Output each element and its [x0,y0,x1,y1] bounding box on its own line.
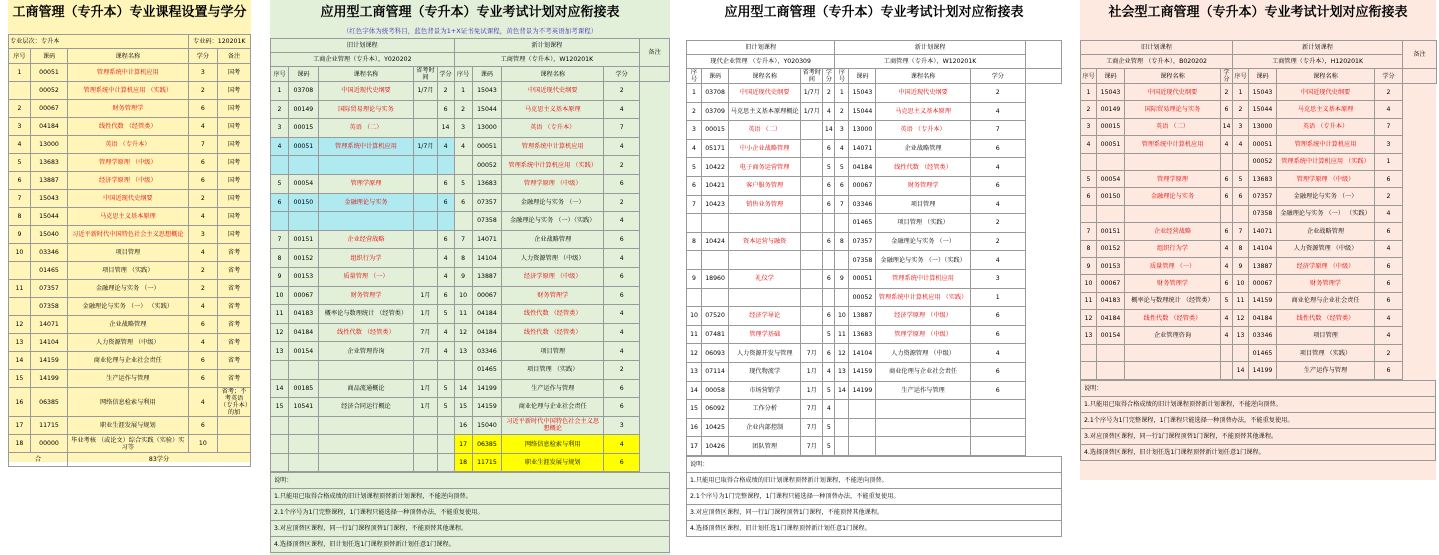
new-plan-header: 新计划课程 [454,39,640,53]
table-row: 17 11715 职业生涯发展与规划 6 [9,417,251,435]
table-row: 1 03708 中国近现代史纲要 1/7月 2 1 15043 中国近现代史纲要 2 [687,84,1062,103]
table-row: 13 14104 人力资源管理 （中级） 4 省考 [9,334,251,352]
table-row: 00052 管理系统中计算机应用 （实践） 2 [271,156,670,175]
note-line: 1.只能用已取得合格成绩的旧计划课程顶替新计划课程，不能逆向顶替。 [1081,396,1436,412]
table-row: 4 00051 管理系统中计算机应用 1/7月 4 4 00051 管理系统中计算机应用 4 [271,137,670,156]
table-row: 7 00151 企业经营战略 6 7 14071 企业战略管理 6 [1081,223,1437,240]
table-row: 8 15044 马克思主义基本原理 4 国考 [9,208,251,226]
table-row: 2 00149 国际贸易理论与实务 6 2 15044 马克思主义基本原理 4 [1081,101,1437,118]
table-row: 15 06092 工作分析 7月 4 [687,400,1062,419]
legend-note: （红色字体为统考科目，蓝色背景为1+X证书免试课程，黄色背景为不考英语加考课程） [342,27,598,35]
table-row: 16 10425 企业内部控制 7月 5 [687,418,1062,437]
table-row: 3 00015 英语 （二） 14 3 13000 英语 （专升本） 7 [271,119,670,138]
table-row: 12 04184 线性代数 （经管类） 7月 4 12 04184 线性代数 （经管类） 4 [271,323,670,342]
table-row: 4 00051 管理系统中计算机应用 4 4 00051 管理系统中计算机应用 3 [1081,136,1437,153]
table-row: 10 00067 财务管理学 6 10 00067 财务管理学 6 [1081,275,1437,292]
table-row: 17 06385 网络信息检索与利用 4 [271,435,670,454]
panel-applied-y020309: 应用型工商管理（专升本）专业考试计划对应衔接表 旧计划课程 新计划课程 现代企业管理 （专升本），Y020309 工商管理（专升本），W120201K 序号 课码 课程名称 省考时间 学分 序号 课码 课程名称 学分 1 03708 中国近现代史纲要 1/7月 2 1 15043 中国近现代史纲要 2 2 03709 马克思主义基本原理概论 1/7月 4 2 15044 马克思主义基本原理 4 3 00015 英语 （二） 14 3 13000 英语 （专升本） 7 4 05171 中小企业战略管理 6 4 14071 企业战略管理 6 5 10422 电子商务运营管理 5 5 04184 线性代数 （经管类） 4 6 10421 客户服务管理 6 6 00067 财务管理学 6 7 10423 销售业务管理 6 7 03346 项目管理 4 01465 项目管理 （实践） 2 8 10424 资本运营与融资 6 8 07357 金融理论与实务 （一） 2 07358 金融理论与实务 （一）（实践） 4 9 18960 礼仪学 6 9 00051 管理系统中计算机应用 3 00052 管理系统中计算机应用 （实践） 1 10 07520 经济学导论 6 10 13887 经济学原理 （中级） 6 11 07481 管理学基础 5 11 13683 管理学原理 （中级） 6 12 06093 人力资源开发与管理 7月 6 12 14104 人力资源管理 （中级） 4 13 07114 现代物流学 1月 4 13 14159 商业伦理与企业社会责任 6 14 00058 市场营销学 1月 5 14 14199 生产运作与管理 6 15 06092 工作分析 7月 4 16 10425 企业内部控制 7月 5 17 10426 团队管理 7月 5 说明： 1.只能用已取得合格成绩的旧计划课程顶替新计划课程，不能逆向顶替。 2.1个序号为1门完整课程，1门课程只能选择一种顶替办法，不能重复使用。 3.对应顶替区课程，同一行1门课程顶替1门课程，不能顶替其他课程。 4.选择顶替区课程，旧计划任选1门课程顶替新计划任意1门课程。 [686,0,1062,555]
table-row: 5 10422 电子商务运营管理 5 5 04184 线性代数 （经管类） 4 [687,158,1062,177]
table-row: 1 03708 中国近现代史纲要 1/7月 2 1 15043 中国近现代史纲要 2 [271,82,670,101]
table-row: 2 03709 马克思主义基本原理概论 1/7月 4 2 15044 马克思主义基本原理 4 [687,102,1062,121]
table-row: 14 00058 市场营销学 1月 5 14 14199 生产运作与管理 6 [687,381,1062,400]
table-row: 00052 管理系统中计算机应用 （实践） 1 [1081,153,1437,170]
table-row: 6 00150 金融理论与实务 6 6 07357 金融理论与实务 （一） 2 [1081,188,1437,205]
table-row: 2 00149 国际贸易理论与实务 6 2 15044 马克思主义基本原理 4 [271,100,670,119]
table-row: 12 14071 企业战略管理 6 省考 [9,316,251,334]
table-row: 1 00051 管理系统中计算机应用 3 国考 [9,64,251,82]
panel-social-b020202: 社会型工商管理（专升本）专业考试计划对应衔接表 旧计划课程 新计划课程 备注 工商企业管理 （专升本），B020202 工商管理（专升本），H120201K 序号 课码 课程名称 学分 序号 课码 课程名称 学分 1 15043 中国近现代史纲要 2 1 15043 中国近现代史纲要 2 2 00149 国际贸易理论与实务 6 2 15044 马克思主义基本原理 4 3 00015 英语 （二） 14 3 13000 英语 （专升本） 7 4 00051 管理系统中计算机应用 4 4 00051 管理系统中计算机应用 3 00052 管理系统中计算机应用 （实践） 1 5 00054 管理学原理 6 5 13683 管理学原理 （中级） 6 6 00150 金融理论与实务 6 6 07357 金融理论与实务 （一） 2 07358 金融理论与实务 （一） （实践） 4 7 00151 企业经营战略 6 7 14071 企业战略管理 6 8 00152 组织行为学 4 8 14104 人力资源管理 （中级） 4 9 00153 质量管理 （一） 4 9 13887 经济学原理 （中级） 6 10 00067 财务管理学 6 10 00067 财务管理学 6 11 04183 概率论与数理统计 （经管类） 5 11 14159 商业伦理与企业社会责任 6 12 04184 线性代数 （经管类） 4 12 04184 线性代数 （经管类） 4 13 00154 企业管理咨询 4 13 03346 项目管理 4 01465 项目管理 （实践） 2 14 14199 生产运作与管理 6 说明： 1.只能用已取得合格成绩的旧计划课程顶替新计划课程，不能逆向顶替。 2.1个序号为1门完整课程，1门课程只能选择一种顶替办法，不能重复使用。 3.对应顶替区课程，同一行1门课程顶替1门课程，不能顶替其他课程。 4.选择顶替区课程，旧计划任选1门课程顶替新计划任意1门课程。 [1080,0,1436,480]
major-code: 专业码：120201K [188,35,250,49]
table-row: 00052 管理系统中计算机应用 （实践） 2 国考 [9,82,251,100]
major-level: 专业层次：专升本 [9,35,189,49]
note-line: 3.对应顶替区课程，同一行1门课程顶替1门课程，不能顶替其他课程。 [271,521,670,537]
table-row: 7 00151 企业经营战略 6 7 14071 企业战略管理 6 [271,230,670,249]
table-row: 12 06093 人力资源开发与管理 7月 6 12 14104 人力资源管理 （中级） 4 [687,344,1062,363]
table-row: 4 13000 英语 （专升本） 7 国考 [9,136,251,154]
table-row: 9 00153 质量管理 （一） 4 9 13887 经济学原理 （中级） 6 [1081,257,1437,274]
old-plan-header: 旧计划课程 [271,39,455,53]
panel-title: 应用型工商管理（专升本）专业考试计划对应衔接表 [724,5,1024,20]
table-row: 5 00054 管理学原理 6 5 13683 管理学原理 （中级） 6 [1081,170,1437,187]
note-line: 1.只能用已取得合格成绩的旧计划课程顶替新计划课程，不能逆向顶替。 [271,489,670,505]
table-row: 10 03346 项目管理 4 省考 [9,244,251,262]
table-row: 11 07357 金融理论与实务 （一） 2 省考 [9,280,251,298]
note-line: 说明： [687,456,1062,472]
remark-header: 备注 [640,39,670,67]
table-row: 1 15043 中国近现代史纲要 2 1 15043 中国近现代史纲要 2 [1081,84,1437,101]
table-row: 10 07520 经济学导论 6 10 13887 经济学原理 （中级） 6 [687,307,1062,326]
table-row: 16 06385 网络信息检索与利用 4 省考；不考英语（专升本）的加 [9,388,251,417]
table-row: 01465 项目管理 （实践） 2 [687,214,1062,233]
table-row: 13 00154 企业管理咨询 4 13 03346 项目管理 4 [1081,327,1437,344]
table-row: 14 14199 生产运作与管理 6 [1081,362,1437,379]
table-row: 8 00152 组织行为学 4 8 14104 人力资源管理 （中级） 4 [271,249,670,268]
table-row: 17 10426 团队管理 7月 5 [687,437,1062,456]
note-line: 2.1个序号为1门完整课程，1门课程只能选择一种顶替办法，不能重复使用。 [1081,412,1436,428]
table-row: 16 15040 习近平新时代中国特色社会主义思想概论 3 [271,416,670,435]
note-line: 2.1个序号为1门完整课程，1门课程只能选择一种顶替办法，不能重复使用。 [687,488,1062,504]
table-row: 8 00152 组织行为学 4 8 14104 人力资源管理 （中级） 4 [1081,240,1437,257]
note-line: 4.选择顶替区课程，旧计划任选1门课程顶替新计划任意1门课程。 [687,520,1062,536]
table-row: 10 00067 财务管理学 1月 6 10 00067 财务管理学 6 [271,286,670,305]
panel-title: 工商管理（专升本）专业课程设置与学分 [12,5,247,20]
table-row: 3 00015 英语 （二） 14 3 13000 英语 （专升本） 7 [1081,118,1437,135]
table-row: 2 00067 财务管理学 6 国考 [9,100,251,118]
total-row: 合 83学分 [9,453,251,467]
table-row: 6 00150 金融理论与实务 6 6 07357 金融理论与实务 （一） 2 [271,193,670,212]
table-row: 9 15040 习近平新时代中国特色社会主义思想概论 3 国考 [9,226,251,244]
table-header: 序号 课码 课程名称 省考时间 学分 序号 课码 课程名称 学分 [271,67,670,82]
table-row: 11 04183 概率论与数理统计 （经管类） 5 11 14159 商业伦理与企业社会责任 6 [1081,292,1437,309]
note-line: 1.只能用已取得合格成绩的旧计划课程顶替新计划课程，不能逆向顶替。 [687,472,1062,488]
table-row: 6 13887 经济学原理 （中级） 6 国考 [9,172,251,190]
table-row: 14 14159 商业伦理与企业社会责任 6 省考 [9,352,251,370]
note-line: 2.1个序号为1门完整课程，1门课程只能选择一种顶替办法，不能重复使用。 [271,505,670,521]
table-row: 13 07114 现代物流学 1月 4 13 14159 商业伦理与企业社会责任 6 [687,362,1062,381]
table-row: 01465 项目管理 （实践） 2 省考 [9,262,251,280]
table-row: 7 15043 中国近现代史纲要 2 国考 [9,190,251,208]
table-row: 7 10423 销售业务管理 6 7 03346 项目管理 4 [687,195,1062,214]
table-row: 15 14199 生产运作与管理 6 省考 [9,370,251,388]
note-line: 说明： [1081,380,1436,396]
table-row: 01465 项目管理 （实践） 2 [1081,344,1437,361]
note-line: 4.选择顶替区课程，旧计划任选1门课程顶替新计划任意1门课程。 [1081,444,1436,460]
table-row: 11 04183 概率论与数理统计 （经管类） 1月 5 11 04184 线性代数 （经管类） 4 [271,305,670,324]
note-line: 3.对应顶替区课程，同一行1门课程顶替1门课程，不能顶替其他课程。 [687,504,1062,520]
table-row: 14 00185 商品流通概论 1月 5 14 14199 生产运作与管理 6 [271,379,670,398]
table-row: 11 07481 管理学基础 5 11 13683 管理学原理 （中级） 6 [687,325,1062,344]
table-row: 5 00054 管理学原理 6 5 13683 管理学原理 （中级） 6 [271,174,670,193]
table-header: 序号 课码 课程名称 省考时间 学分 序号 课码 课程名称 学分 [687,69,1062,84]
table-row: 12 04184 线性代数 （经管类） 4 12 04184 线性代数 （经管类） 4 [1081,310,1437,327]
table-row: 07358 金融理论与实务 （一）（实践） 4 [687,251,1062,270]
table-header: 序号 课码 课程名称 学分 备注 [9,49,251,64]
table-row: 6 10421 客户服务管理 6 6 00067 财务管理学 6 [687,176,1062,195]
note-line: 3.对应顶替区课程，同一行1门课程顶替1门课程，不能顶替其他课程。 [1081,428,1436,444]
table-row: 4 05171 中小企业战略管理 6 4 14071 企业战略管理 6 [687,139,1062,158]
table-row: 9 00153 质量管理 （一） 4 9 13887 经济学原理 （中级） 6 [271,267,670,286]
table-row: 3 04184 线性代数 （经管类） 4 国考 [9,118,251,136]
table-row: 01465 项目管理 （实践） 2 [271,360,670,379]
panel-course-settings [8,0,251,462]
note-line: 4.选择顶替区课程，旧计划任选1门课程顶替新计划任意1门课程。 [271,537,670,553]
table-row: 07358 金融理论与实务 （一） （实践） 4 省考 [9,298,251,316]
table-row: 8 10424 资本运营与融资 6 8 07357 金融理论与实务 （一） 2 [687,232,1062,251]
panel-applied-y020202: 应用型工商管理（专升本）专业考试计划对应衔接表 （红色字体为统考科目，蓝色背景为1+X证书免试课程，黄色背景为不考英语加考课程） 旧计划课程 新计划课程 备注 工商企业管理（专升本），Y020202 工商管理（专升本），W120201K 序号 课码 课程名称 省考时间 学分 序号 课码 课程名称 学分 1 03708 中国近现代史纲要 1/7月 2 1 15043 中国近现代史纲要 2 2 00149 国际贸易理论与实务 6 2 15044 马克思主义基本原理 4 3 00015 英语 （二） 14 3 13000 英语 （专升本） 7 4 00051 管理系统中计算机应用 1/7月 4 4 00051 管理系统中计算机应用 4 00052 管理系统中计算机应用 （实践） 2 5 00054 管理学原理 6 5 13683 管理学原理 （中级） 6 6 00150 金融理论与实务 6 6 07357 金融理论与实务 （一） 2 07358 金融理论与实务 （一）（实践） 4 7 00151 企业经营战略 6 7 14071 企业战略管理 6 8 00152 组织行为学 4 8 14104 人力资源管理 （中级） 4 9 00153 质量管理 （一） 4 9 13887 经济学原理 （中级） 6 10 00067 财务管理学 1月 6 10 00067 财务管理学 6 11 04183 概率论与数理统计 （经管类） 1月 5 11 04184 线性代数 （经管类） 4 12 04184 线性代数 （经管类） 7月 4 12 04184 线性代数 （经管类） 4 13 00154 企业管理咨询 7月 4 13 03346 项目管理 4 01465 项目管理 （实践） 2 14 00185 商品流通概论 1月 5 14 14199 生产运作与管理 6 15 10541 经济合同运行概论 1月 5 15 14159 商业伦理与企业社会责任 6 16 15040 习近平新时代中国特色社会主义思想概论 3 17 06385 网络信息检索与利用 4 18 11715 职业生涯发展与规划 6 说明： 1.只能用已取得合格成绩的旧计划课程顶替新计划课程，不能逆向顶替。 2.1个序号为1门完整课程，1门课程只能选择一种顶替办法，不能重复使用。 3.对应顶替区课程，同一行1门课程顶替1门课程，不能顶替其他课程。 4.选择顶替区课程，旧计划任选1门课程顶替新计划任意1门课程。 [270,0,670,555]
note-line: 说明： [271,473,670,489]
table-row: 07358 金融理论与实务 （一）（实践） 4 [271,212,670,231]
table-row: 15 10541 经济合同运行概论 1月 5 15 14159 商业伦理与企业社会责任 6 [271,398,670,417]
table-header: 序号 课码 课程名称 学分 序号 课码 课程名称 学分 [1081,69,1437,84]
table-row: 9 18960 礼仪学 6 9 00051 管理系统中计算机应用 3 [687,269,1062,288]
panel-title: 社会型工商管理（专升本）专业考试计划对应衔接表 [1108,5,1408,20]
table-row: 13 00154 企业管理咨询 7月 4 13 03346 项目管理 4 [271,342,670,361]
table-row: 00052 管理系统中计算机应用 （实践） 1 [687,288,1062,307]
table-row: 18 11715 职业生涯发展与规划 6 [271,453,670,472]
table-row: 5 13683 管理学原理 （中级） 6 国考 [9,154,251,172]
table-row: 3 00015 英语 （二） 14 3 13000 英语 （专升本） 7 [687,121,1062,140]
table-row: 18 00000 毕业考核 （或论文）综合实践（实验）实习等 10 [9,435,251,453]
panel-title: 应用型工商管理（专升本）专业考试计划对应衔接表 [320,5,620,20]
table-row: 07358 金融理论与实务 （一） （实践） 4 [1081,205,1437,222]
